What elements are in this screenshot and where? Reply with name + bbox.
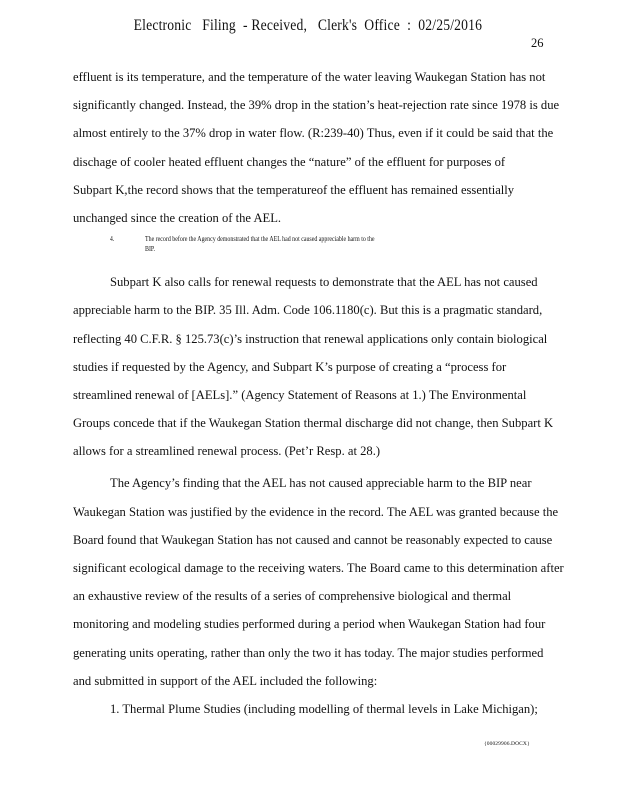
- text-line: unchanged since the creation of the AEL.: [73, 210, 282, 225]
- text-line: generating units operating, rather than only the two it has today. The major studies performed: [73, 645, 544, 660]
- section-number: 4.: [110, 235, 115, 244]
- text-line: significant ecological damage to the receiving waters. The Board came to this determination after: [73, 561, 564, 575]
- text-line: The Agency’s finding that the AEL has not caused appreciable harm to the BIP near: [110, 476, 532, 491]
- paragraph-1: [73, 68, 593, 237]
- list-item: 1. Thermal Plume Studies (including modelling of thermal levels in Lake Michigan);: [110, 701, 538, 716]
- text-line: significantly changed. Instead, the 39% drop in the station’s heat-rejection rate since 1978 is due: [73, 98, 560, 113]
- text-line: reflecting 40 C.F.R. § 125.73(c)’s instruction that renewal applications only contain biological: [73, 331, 548, 346]
- text-line: Subpart K,the record shows that the temperatureof the effluent has remained essentially: [73, 182, 515, 197]
- page-number: 26: [531, 36, 544, 50]
- text-line: studies if requested by the Agency, and Subpart K’s purpose of creating a “process for: [73, 359, 507, 374]
- filing-stamp-header: Electronic Filing - Received, Clerk's Office : 02/25/2016: [133, 17, 483, 34]
- text-line: allows for a streamlined renewal process. (Pet’r Resp. at 28.): [73, 444, 381, 459]
- text-line: Board found that Waukegan Station has not caused and cannot be reasonably expected to cause: [73, 532, 553, 547]
- text-line: and submitted in support of the AEL included the following:: [73, 673, 378, 688]
- text-line: almost entirely to the 37% drop in water flow. (R:239-40) Thus, even if it could be said that the: [73, 126, 554, 141]
- text-line: streamlined renewal of [AELs].” (Agency Statement of Reasons at 1.) The Environmental: [73, 387, 527, 402]
- paragraph-3: [73, 474, 593, 700]
- section-title: The record before the Agency demonstrated that the AEL had not caused appreciable harm to the BIP.: [145, 234, 375, 254]
- text-line: monitoring and modeling studies performed during a period when Waukegan Station had four: [73, 617, 546, 632]
- text-line: appreciable harm to the BIP. 35 Ill. Adm. Code 106.1180(c). But this is a pragmatic standard,: [73, 303, 543, 318]
- text-line: Groups concede that if the Waukegan Station thermal discharge did not change, then Subpart K: [73, 416, 554, 431]
- text-line: Subpart K also calls for renewal requests to demonstrate that the AEL has not caused: [110, 275, 538, 290]
- paragraph-2: [73, 273, 593, 470]
- text-line: Waukegan Station was justified by the evidence in the record. The AEL was granted because the: [73, 504, 559, 519]
- document-footer-id: {00029906.DOCX}: [484, 741, 530, 747]
- section-heading: [73, 235, 593, 273]
- text-line: an exhaustive review of the results of a series of comprehensive biological and thermal: [73, 589, 512, 604]
- text-line: dischage of cooler heated effluent changes the “nature” of the effluent for purposes of: [73, 154, 506, 169]
- document-body: [73, 68, 593, 728]
- text-line: effluent is its temperature, and the temperature of the water leaving Waukegan Station has not: [73, 70, 546, 84]
